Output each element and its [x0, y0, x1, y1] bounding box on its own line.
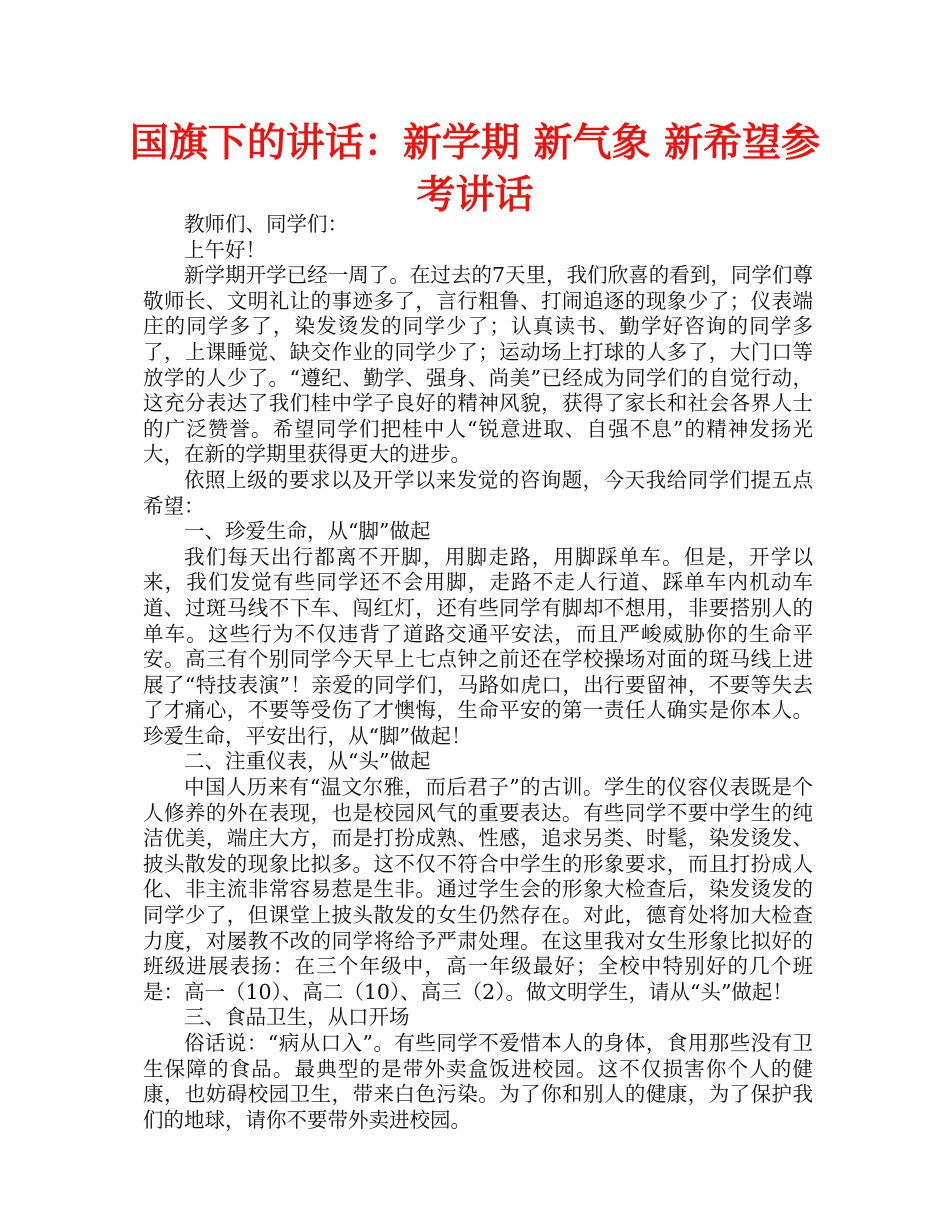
paragraph-hopes-intro: 依照上级的要求以及开学以来发觉的咨询题，今天我给同学们提五点希望： — [143, 467, 813, 518]
paragraph-section-2: 中国人历来有“温文尔雅，而后君子”的古训。学生的仪容仪表既是个人修养的外在表现，也是校园风气的重要表达。有些同学不要中学生的纯洁优美，端庄大方，而是打扮成熟、性感，追求另类、时髦，染发烫发、披头散发的现象比拟多。这不仅不符合中学生的形象要求，而且打扮成人化、非主流非常容易惹是生非。通过学生会的形象大检查后，染发烫发的同学少了，但课堂上披头散发的女生仍然存在。对此，德育处将加大检查力度，对屡教不改的同学将给予严肃处理。在这里我对女生形象比拟好的班级进展表扬：在三个年级中，高一年级最好；全校中特别好的几个班是：高一（10）、高二（10）、高三（2）。做文明学生，请从“头”做起！ — [143, 775, 813, 1004]
salutation: 教师们、同学们： — [184, 212, 348, 236]
section-heading-3: 三、食品卫生，从口开场 — [184, 1005, 410, 1030]
section-heading-2: 二、注重仪表，从“头”做起 — [184, 749, 431, 774]
greeting: 上午好！ — [184, 237, 266, 262]
paragraph-section-1: 我们每天出行都离不开脚，用脚走路，用脚踩单车。但是，开学以来，我们发觉有些同学还不会用脚，走路不走人行道、踩单车内机动车道、过斑马线不下车、闯红灯，还有些同学有脚却不想用，非要搭别人的单车。这些行为不仅违背了道路交通平安法，而且严峻威胁你的生命平安。高三有个别同学今天早上七点钟之前还在学校操场对面的斑马线上进展了“特技表演”！亲爱的同学们，马路如虎口，出行要留神，不要等失去了才痛心，不要等受伤了才懊悔，生命平安的第一责任人确实是你本人。珍爱生命，平安出行，从“脚”做起！ — [143, 544, 813, 748]
paragraph-intro: 新学期开学已经一周了。在过去的7天里，我们欣喜的看到，同学们尊敬师长、文明礼让的事迹多了，言行粗鲁、打闹追逐的现象少了；仪表端庄的同学多了，染发烫发的同学少了；认真读书、勤学好咨询的同学多了，上课睡觉、缺交作业的同学少了；运动场上打球的人多了，大门口等放学的人少了。“遵纪、勤学、强身、尚美”已经成为同学们的自觉行动，这充分表达了我们桂中学子良好的精神风貌，获得了家长和社会各界人士的广泛赞誉。希望同学们把桂中人“锐意进取、自强不息”的精神发扬光大，在新的学期里获得更大的进步。 — [143, 263, 813, 467]
document-body — [143, 212, 813, 1133]
document-title: 国旗下的讲话：新学期 新气象 新希望参考讲话 — [129, 121, 821, 218]
section-heading-1: 一、珍爱生命，从“脚”做起 — [184, 519, 431, 544]
paragraph-section-3: 俗话说：“病从口入”。有些同学不爱惜本人的身体，食用那些没有卫生保障的食品。最典型的是带外卖盒饭进校园。这不仅损害你个人的健康，也妨碍校园卫生，带来白色污染。为了你和别人的健康，为了保护我们的地球，请你不要带外卖进校园。 — [143, 1031, 813, 1132]
